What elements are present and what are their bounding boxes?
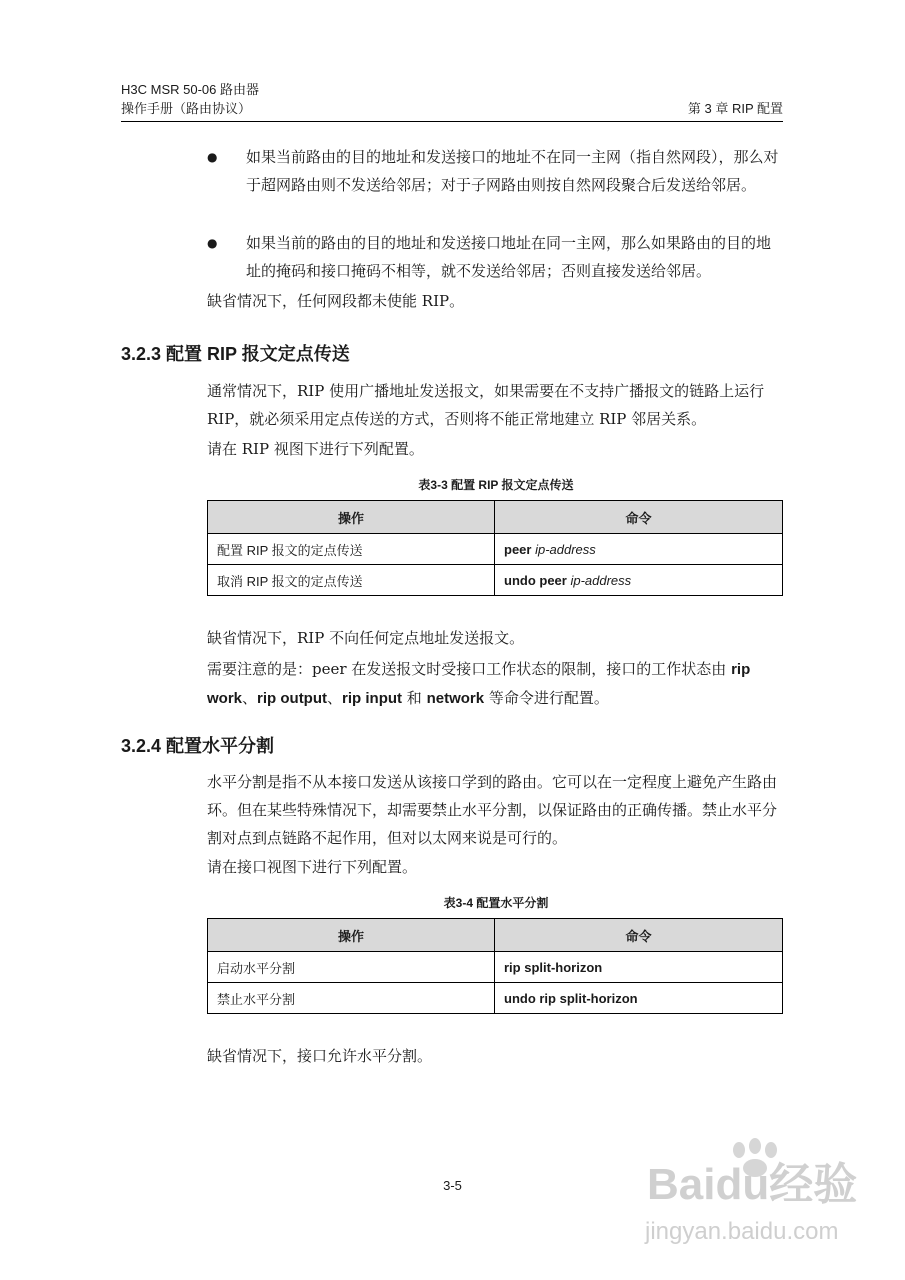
cmd-cell — [495, 534, 783, 565]
cmd-keyword: undo rip split-horizon — [504, 990, 638, 1006]
op-cell: 取消 RIP 报文的定点传送 — [208, 565, 495, 596]
header-rule — [121, 121, 783, 122]
op-cell: 配置 RIP 报文的定点传送 — [208, 534, 495, 565]
section-title-323: 3.2.3 配置 RIP 报文定点传送 — [121, 344, 350, 364]
watermark-brand: Baidu经验 — [647, 1160, 858, 1209]
bullet-text: 如果当前的路由的目的地址和发送接口地址在同一主网，那么如果路由的目的地址的掩码和接口掩码不相等，就不发送给邻居；否则直接发送给邻居。 — [246, 234, 772, 280]
note-cmd: rip input — [342, 690, 403, 707]
cmd-keyword: peer — [504, 541, 532, 557]
table-row — [208, 983, 783, 1014]
table-3-3-caption: 表3-3 配置 RIP 报文定点传送 — [418, 478, 574, 492]
section-324-para1: 水平分割是指不从本接口发送从该接口学到的路由。它可以在一定程度上避免产生路由环。但在某些特殊情况下，却需要禁止水平分割，以保证路由的正确传播。禁止水平分割对点到点链路不起作用，但对以太网来说是可行的。 — [207, 773, 778, 847]
col-cmd-header: 命令 — [495, 501, 783, 534]
table-3-4-caption: 表3-4 配置水平分割 — [443, 896, 549, 910]
note-text: 、 — [242, 689, 258, 707]
note-cmd: rip work — [207, 661, 751, 707]
table-header-row — [208, 501, 783, 534]
page-header — [121, 80, 783, 118]
section-title-324: 3.2.4 配置水平分割 — [121, 736, 275, 756]
table-row — [208, 952, 783, 983]
cmd-cell — [495, 983, 783, 1014]
cmd-param: ip-address — [535, 541, 596, 557]
cmd-cell — [495, 565, 783, 596]
section-323-para1: 通常情况下，RIP 使用广播地址发送报文，如果需要在不支持广播报文的链路上运行 RIP，就必须采用定点传送的方式，否则将不能正常地建立 RIP 邻居关系。 — [207, 382, 765, 428]
cmd-cell — [495, 952, 783, 983]
header-product: H3C MSR 50-06 路由器 — [121, 82, 259, 97]
col-cmd-header: 命令 — [495, 919, 783, 952]
bullet-dot: ● — [207, 236, 218, 250]
cmd-keyword: undo peer — [504, 572, 567, 588]
bullet-text: 如果当前路由的目的地址和发送接口的地址不在同一主网（指自然网段），那么对于超网路由则不发送给邻居；对于子网路由则按自然网段聚合后发送给邻居。 — [246, 148, 779, 194]
header-manual: 操作手册（路由协议） — [121, 101, 252, 116]
section-323-para2: 请在 RIP 视图下进行下列配置。 — [207, 440, 424, 458]
page-number: 3-5 — [443, 1178, 462, 1193]
baidu-watermark — [645, 1138, 865, 1268]
section-323-default: 缺省情况下，RIP 不向任何定点地址发送报文。 — [207, 629, 525, 647]
note-cmd: rip output — [257, 690, 328, 707]
table-3-3 — [207, 500, 783, 596]
bullet-item — [207, 143, 785, 199]
bullet-item — [207, 229, 785, 285]
section-324-para2: 请在接口视图下进行下列配置。 — [207, 858, 418, 876]
cmd-param: ip-address — [570, 572, 632, 588]
header-chapter: 第 3 章 RIP 配置 — [687, 101, 783, 116]
table-3-4 — [207, 918, 783, 1014]
note-text: 需要注意的是：peer 在发送报文时受接口工作状态的限制，接口的工作状态由 — [207, 660, 732, 678]
note-text: 和 — [402, 689, 427, 707]
watermark-url: jingyan.baidu.com — [645, 1218, 839, 1245]
default-rip-text: 缺省情况下，任何网段都未使能 RIP。 — [207, 292, 465, 310]
table-row — [208, 534, 783, 565]
op-cell: 禁止水平分割 — [208, 983, 495, 1014]
op-cell: 启动水平分割 — [208, 952, 495, 983]
col-op-header: 操作 — [208, 919, 495, 952]
note-cmd: network — [426, 690, 485, 707]
section-324-default: 缺省情况下，接口允许水平分割。 — [207, 1047, 433, 1065]
table-header-row — [208, 919, 783, 952]
col-op-header: 操作 — [208, 501, 495, 534]
table-row — [208, 565, 783, 596]
note-text: 等命令进行配置。 — [484, 689, 609, 707]
cmd-keyword: rip split-horizon — [504, 959, 603, 975]
note-text: 、 — [327, 689, 343, 707]
section-323-note — [207, 655, 785, 713]
bullet-dot: ● — [207, 150, 218, 164]
